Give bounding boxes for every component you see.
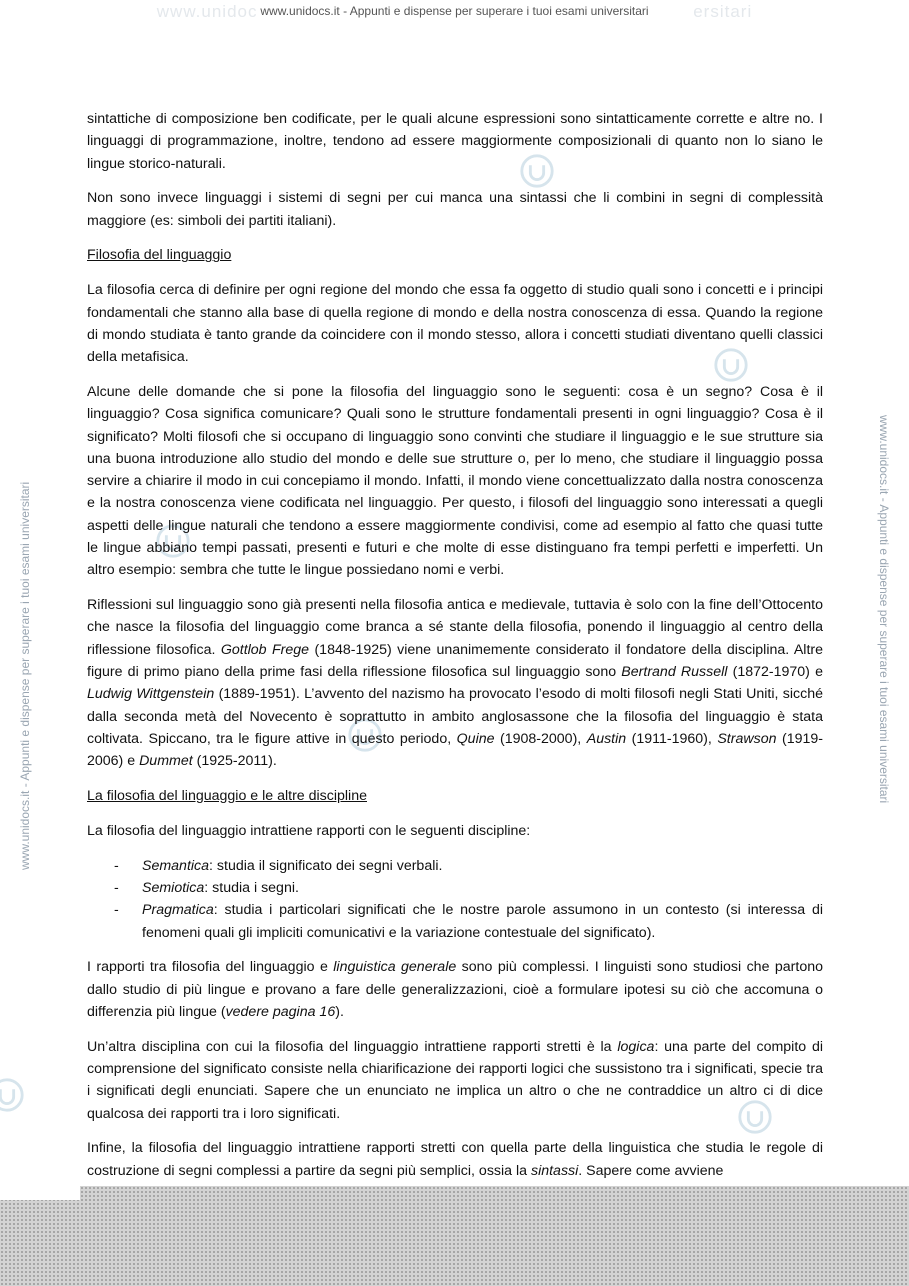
name-strawson: Strawson (717, 730, 777, 747)
page-reference: vedere pagina 16 (225, 1003, 336, 1020)
term-linguistica-generale: linguistica generale (333, 959, 457, 976)
unidocs-logo-icon (0, 1076, 26, 1114)
name-russell: Bertrand Russell (621, 664, 728, 681)
name-wittgenstein: Ludwig Wittgenstein (87, 686, 215, 703)
section-heading-filosofia: Filosofia del linguaggio (87, 247, 232, 264)
term-logica: logica (617, 1038, 655, 1055)
name-austin: Austin (586, 730, 627, 747)
right-side-watermark: www.unidocs.it - Appunti e dispense per superare i tuoi esami universitari (877, 415, 891, 804)
obscured-bottom-area (0, 1186, 909, 1286)
left-side-watermark: www.unidocs.it - Appunti e dispense per superare i tuoi esami universitari (18, 481, 32, 870)
paragraph-history: Riflessioni sul linguaggio sono già presenti nella filosofia antica e medievale, tuttavia è solo con la fine dell’Ottocento che nasce la filosofia del linguaggio come branca a sé stante della filosofia, ponendo il linguaggio al centro della riflessione filosofica. Gottlob Frege (1848-1925) viene unanimemente considerato il fondatore della disciplina. Altre figure di primo piano della prime fasi della riflessione filosofica sul linguaggio sono Bertrand Russell (1872-1970) e Ludwig Wittgenstein (1889-1951). L’avvento del nazismo ha provocato l’esodo di molti filosofi negli Stati Uniti, sicché dalla seconda metà del Novecento è soprattutto in ambito anglosassone che la filosofia del linguaggio è stata coltivata. Spiccano, tra le figure attive in questo periodo, Quine (1908-2000), Austin (1911-1960), Strawson (1919-2006) e Dummet (1925-2011). (87, 597, 824, 770)
list-item: - Pragmatica: studia i particolari significati che le nostre parole assumono in un contesto (si interessa di fenomeni quali gli impliciti comunicativi e la variazione contestuale del significato). (114, 902, 823, 941)
paragraph-questions: Alcune delle domande che si pone la filosofia del linguaggio sono le seguenti: cosa è un segno? Cosa è il linguaggio? Cosa significa comunicare? Quali sono le strutture fondamentali presenti in ogni linguaggio? Cosa è il significato? Molti filosofi che si occupano di linguaggio sono convinti che studiare il linguaggio e le sue strutture sia una buona introduzione allo studio del mondo e delle sue strutture o, per lo meno, che studiare il linguaggio possa servire a chiarire il modo in cui concepiamo il mondo. Infatti, il mondo viene concettualizzato dalla nostra conoscenza e la nostra conoscenza viene codificata nel linguaggio. Per questo, i filosofi del linguaggio sono interessati a quegli aspetti delle lingue naturali che tendono a essere maggiormente condivisi, come ad esempio al fatto che quasi tutte le lingue abbiano tempi passati, presenti e futuri e che molte di esse distinguano fra tempi perfetti e imperfetti. Un altro esempio: sembra che tutte le lingue possiedano nomi e verbi. (87, 383, 823, 579)
term-pragmatica: Pragmatica (142, 902, 214, 919)
name-quine: Quine (456, 730, 495, 747)
faint-watermark-left: www.unidoc (156, 2, 258, 21)
term-semiotica: Semiotica (142, 879, 205, 896)
list-item: - Semiotica: studia i segni. (114, 879, 299, 896)
paragraph-linguistica: I rapporti tra filosofia del linguaggio e linguistica generale sono più complessi. I linguisti sono studiosi che partono dallo studio di più lingue e provano a fare delle generalizzazioni, cioè a formulare ipotesi su ciò che accomuna o differenzia più lingue (vedere pagina 16). (87, 959, 824, 1020)
paragraph-sintassi: Infine, la filosofia del linguaggio intrattiene rapporti stretti con quella parte della linguistica che studia le regole di costruzione di segni complessi a partire da segni più semplici, ossia la sintassi. Sapere come avviene (87, 1140, 823, 1179)
section-heading-discipline: La filosofia del linguaggio e le altre discipline (87, 788, 367, 805)
obscured-notch (0, 1186, 80, 1200)
header-watermark: www.unidocs.it - Appunti e dispense per superare i tuoi esami universitari (260, 4, 649, 18)
term-sintassi: sintassi (530, 1162, 579, 1179)
paragraph-philosophy-definition: La filosofia cerca di definire per ogni regione del mondo che essa fa oggetto di studio quali sono i concetti e i principi fondamentali che stanno alla base di quella regione di mondo e della nostra conoscenza di essa. Quando la regione di mondo studiata è tanto grande da coincidere con il mondo stesso, allora i concetti studiati diventano quelli classici della metafisica. (87, 282, 823, 366)
disciplines-list (87, 855, 823, 944)
paragraph-non-languages: Non sono invece linguaggi i sistemi di segni per cui manca una sintassi che li combini in segni di complessità maggiore (es: simboli dei partiti italiani). (87, 190, 823, 229)
paragraph-composition: sintattiche di composizione ben codificate, per le quali alcune espressioni sono sintatticamente corrette e altre no. I linguaggi di programmazione, inoltre, tendono ad essere maggiormente composizionali di quanto non lo siano le lingue storico-naturali. (87, 111, 823, 172)
paragraph-relations-intro: La filosofia del linguaggio intrattiene rapporti con le seguenti discipline: (87, 822, 531, 839)
faint-watermark-right: ersitari (693, 2, 753, 21)
name-dummet: Dummet (139, 753, 193, 770)
paragraph-logica: Un’altra disciplina con cui la filosofia del linguaggio intrattiene rapporti stretti è la logica: una parte del compito di comprensione del significato consiste nella chiarificazione dei rapporti logici che sussistono tra i significati, specie tra i significati degli enunciati. Sapere che un enunciato ne implica un altro o che ne contraddice un altro ci di dice qualcosa dei rapporti tra i loro significati. (87, 1038, 824, 1122)
term-semantica: Semantica (142, 857, 210, 874)
name-frege: Gottlob Frege (220, 641, 310, 658)
document-body (87, 108, 823, 1194)
list-item: - Semantica: studia il significato dei segni verbali. (114, 857, 443, 874)
